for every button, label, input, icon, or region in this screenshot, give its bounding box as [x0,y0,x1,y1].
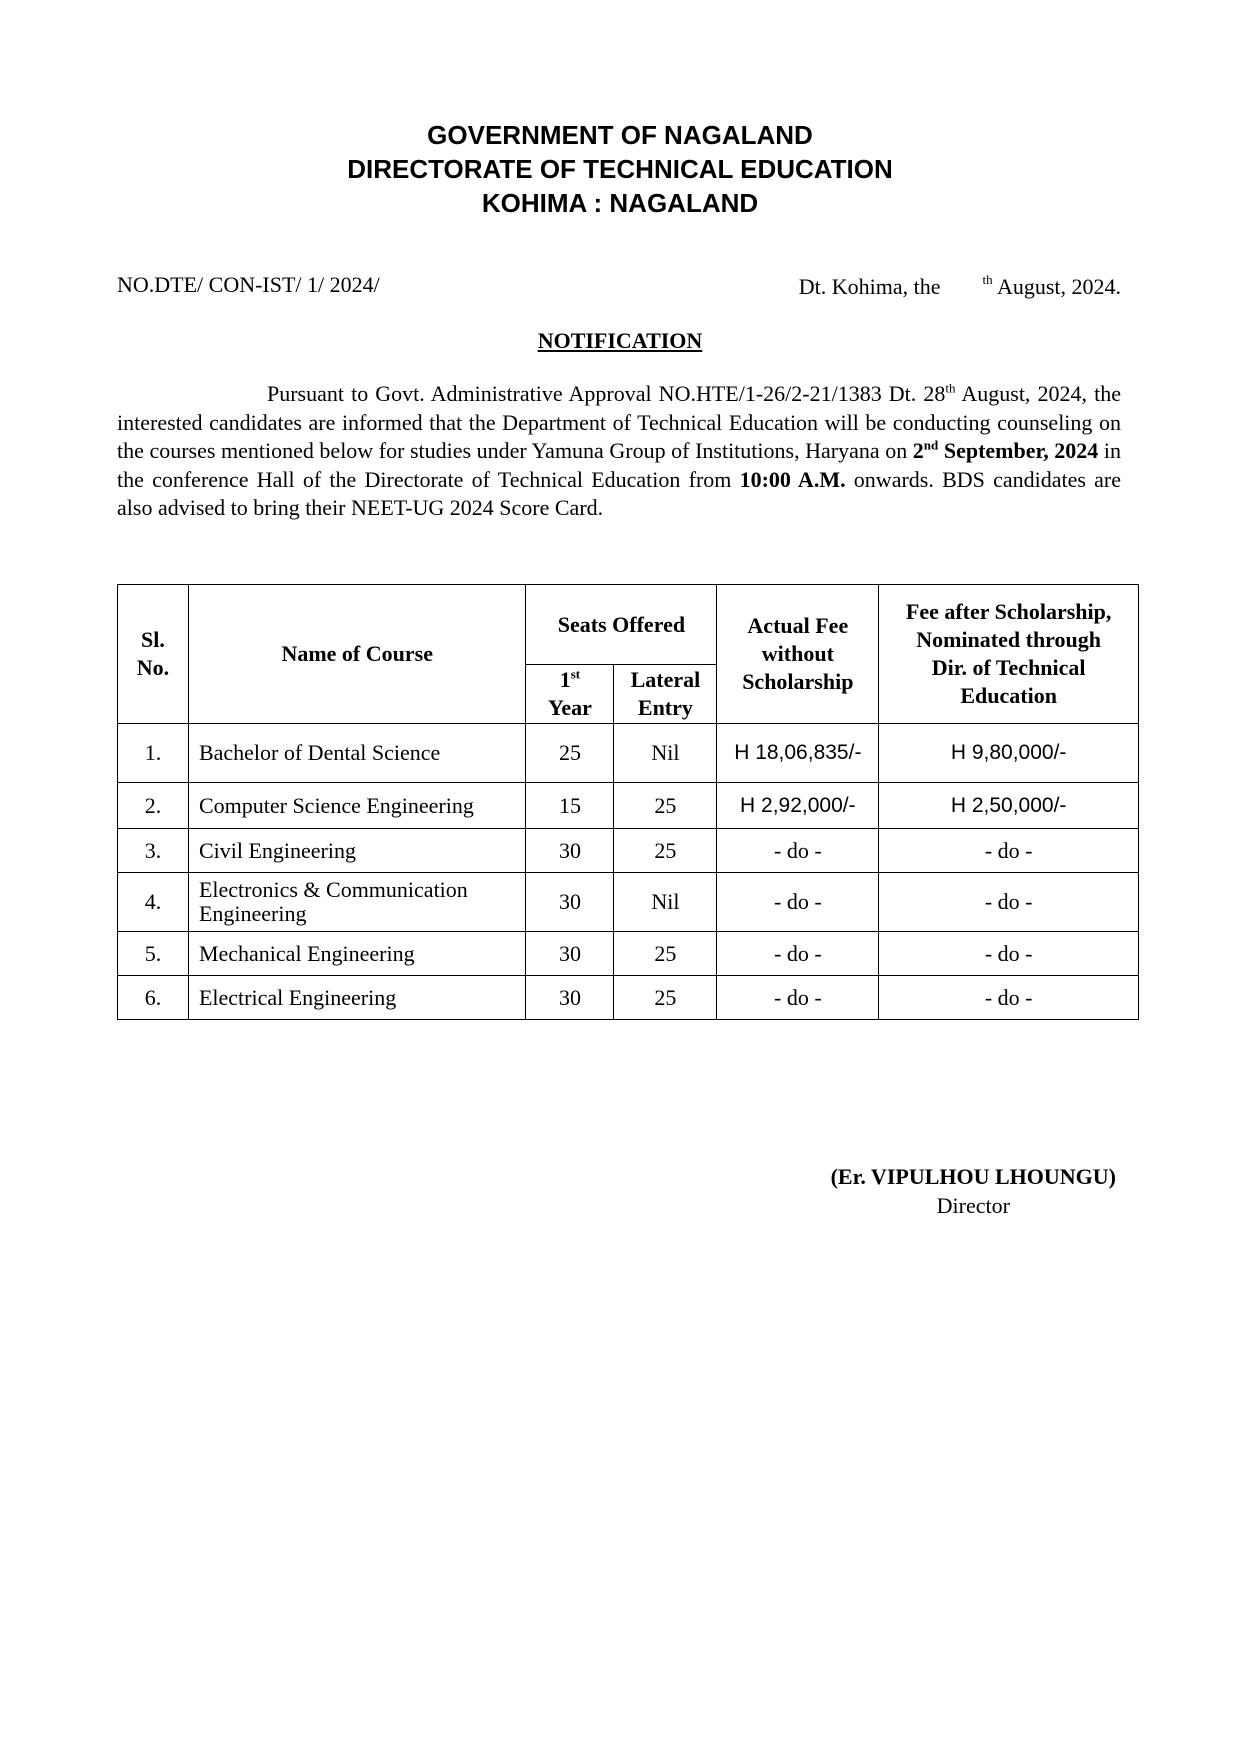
table-row [118,932,1139,976]
date-ordinal: th [982,272,993,287]
counseling-date: 2nd September, 2024 [912,437,1099,463]
cell-fee-after: - do - [879,976,1139,1020]
courses-table [117,584,1139,1020]
cell-lateral: Nil [614,873,717,932]
cell-sl: 2. [118,783,189,829]
cell-fee-after: H 2,50,000/- [879,783,1139,829]
body-part-1: Pursuant to Govt. Administrative Approval NO.HTE/1-26/2-21/1383 Dt. 28 [267,381,946,406]
cell-course: Electronics & Communication Engineering [188,873,526,932]
cell-lateral: 25 [614,976,717,1020]
cell-actual-fee: H 18,06,835/- [717,724,879,783]
table-row [118,724,1139,783]
cell-first-year: 30 [526,873,614,932]
cell-course: Computer Science Engineering [188,783,526,829]
signature-block [831,1162,1116,1220]
cell-course: Civil Engineering [188,829,526,873]
body-part-3: in the conference Hall of the Directorate of Technical Education from [117,438,1121,492]
header-lateral-entry: Lateral Entry [614,665,717,724]
counseling-time: 10:00 A.M. [739,466,846,492]
table-row [118,783,1139,829]
cell-sl: 4. [118,873,189,932]
cell-first-year: 15 [526,783,614,829]
cell-lateral: 25 [614,932,717,976]
cell-actual-fee: - do - [717,873,879,932]
cell-lateral: 25 [614,783,717,829]
cell-course: Bachelor of Dental Science [188,724,526,783]
cell-fee-after: - do - [879,829,1139,873]
body-part-2: August, 2024, the interested candidates are informed that the Department of Technical Education will be conducting counseling on the courses mentioned below for studies under Yamuna Group of Institutions, Haryana on [117,381,1121,463]
header-actual-fee: Actual Fee without Scholarship [717,585,879,724]
cell-actual-fee: - do - [717,932,879,976]
header-directorate: DIRECTORATE OF TECHNICAL EDUCATION [347,154,893,184]
notification-body [117,380,1121,523]
signatory-designation: Director [936,1193,1010,1218]
table-row [118,976,1139,1020]
cell-first-year: 30 [526,932,614,976]
date-suffix: August, 2024. [996,274,1121,299]
signatory-name: (Er. VIPULHOU LHOUNGU) [830,1164,1116,1189]
cell-fee-after: - do - [879,932,1139,976]
notification-title: NOTIFICATION [537,328,703,353]
cell-actual-fee: - do - [717,976,879,1020]
table-row [118,873,1139,932]
header-first-year: 1st Year [526,665,614,724]
cell-sl: 3. [118,829,189,873]
header-government: GOVERNMENT OF NAGALAND [427,120,813,150]
cell-course: Electrical Engineering [188,976,526,1020]
document-header [0,118,1240,220]
cell-fee-after: H 9,80,000/- [879,724,1139,783]
reference-date [799,272,1121,300]
date-prefix: Dt. Kohima, the [798,274,941,299]
header-fee-after: Fee after Scholarship, Nominated through Dir. of Technical Education [879,585,1139,724]
header-location: KOHIMA : NAGALAND [481,188,759,218]
cell-first-year: 30 [526,829,614,873]
cell-first-year: 30 [526,976,614,1020]
body-part-4: onwards. BDS candidates are also advised to bring their NEET-UG 2024 Score Card. [117,466,1121,520]
table-row [118,829,1139,873]
cell-sl: 1. [118,724,189,783]
cell-sl: 5. [118,932,189,976]
cell-lateral: Nil [614,724,717,783]
cell-course: Mechanical Engineering [188,932,526,976]
cell-sl: 6. [118,976,189,1020]
cell-lateral: 25 [614,829,717,873]
cell-first-year: 25 [526,724,614,783]
header-seats-offered: Seats Offered [526,585,717,665]
cell-fee-after: - do - [879,873,1139,932]
header-sl-no: Sl. No. [118,585,189,724]
header-course: Name of Course [188,585,526,724]
cell-actual-fee: - do - [717,829,879,873]
cell-actual-fee: H 2,92,000/- [717,783,879,829]
body-sup-1: th [945,380,956,396]
reference-number: NO.DTE/ CON-IST/ 1/ 2024/ [117,272,380,297]
